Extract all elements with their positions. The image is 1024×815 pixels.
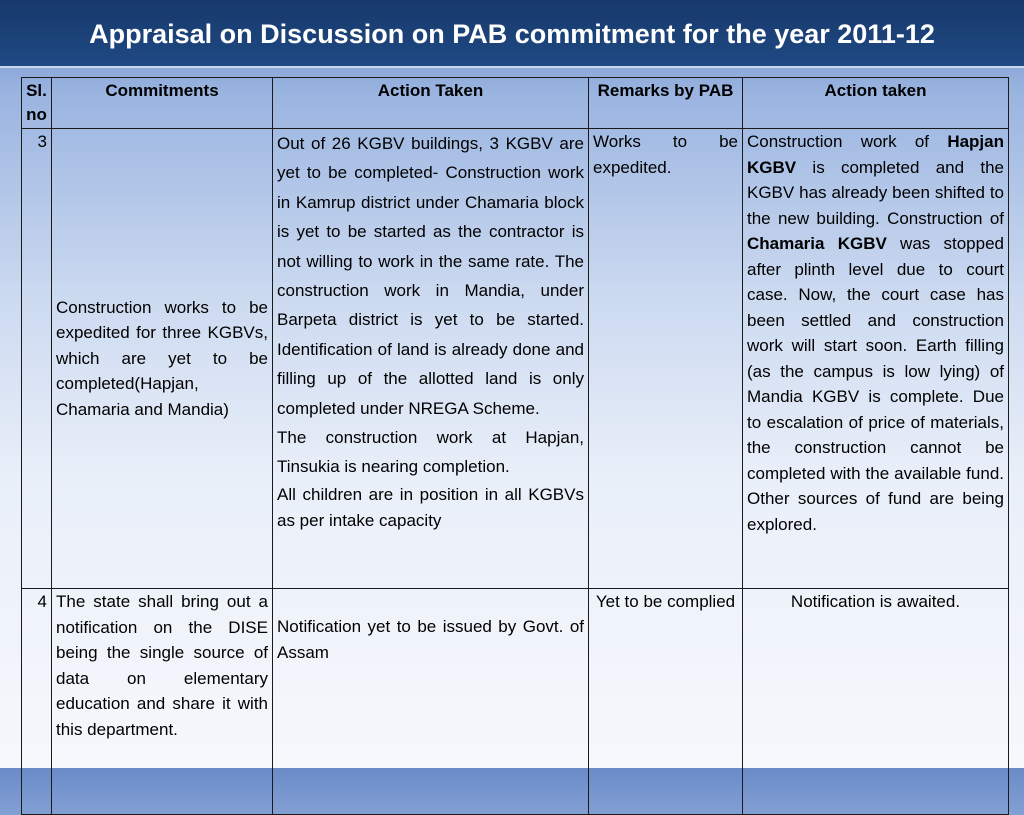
remarks-cell: Works to be expedited.	[589, 129, 743, 589]
action-taken-2-cell	[743, 129, 1009, 589]
remarks-cell: Yet to be complied	[589, 589, 743, 815]
commitment-cell: The state shall bring out a notification on the DISE being the single source of data on elementary education and share it with this department.	[52, 589, 273, 815]
table-row	[22, 589, 1009, 815]
action-taken-cell	[273, 129, 589, 589]
action-taken-paragraph: All children are in position in all KGBVs as per intake capacity	[277, 484, 584, 530]
action-taken-cell: Notification yet to be issued by Govt. of Assam	[273, 589, 589, 815]
table-row	[22, 129, 1009, 589]
commitments-table	[21, 77, 1009, 815]
action-taken-2-cell: Notification is awaited.	[743, 589, 1009, 815]
row-number: 3	[22, 129, 52, 589]
action-text: Construction work of	[747, 132, 948, 151]
action-text: was stopped after plinth level due to court case. Now, the court case has been settled and construction work will start soon. Earth filling (as the campus is low lying) of Mandia KGBV is complete. Due to escalation of price of materials, the construction cannot be completed with the available fund. Other sources of fund are being explored.	[747, 234, 1004, 534]
chamaria-kgbv-text: Chamaria KGBV	[747, 234, 887, 253]
slide-title: Appraisal on Discussion on PAB commitment for the year 2011-12	[89, 19, 935, 49]
header-row	[22, 78, 1009, 129]
header-remarks-by-pab: Remarks by PAB	[589, 78, 743, 129]
header-commitments: Commitments	[52, 78, 273, 129]
hapjan-kgbv-text: Hapjan KGBV	[747, 132, 1004, 177]
action-text: is completed and the KGBV has already been shifted to the new building. Construction of	[747, 157, 1004, 228]
action-taken-paragraph: Out of 26 KGBV buildings, 3 KGBV are yet to be completed- Construction work in Kamrup district under Chamaria block is yet to be started as the contractor is not willing to work in the same rate. The construction work in Mandia, under Barpeta district is yet to be started. Identification of land is already done and filling up of the allotted land is only completed under NREGA Scheme.	[277, 134, 584, 418]
header-action-taken-2: Action taken	[743, 78, 1009, 129]
title-bar	[0, 0, 1024, 68]
row-number: 4	[22, 589, 52, 815]
header-action-taken: Action Taken	[273, 78, 589, 129]
action-taken-paragraph: The construction work at Hapjan, Tinsukia is nearing completion.	[277, 428, 584, 477]
header-sl-no: Sl. no	[22, 78, 52, 129]
commitment-cell: Construction works to be expedited for three KGBVs, which are yet to be completed(Hapjan, Chamaria and Mandia)	[52, 129, 273, 589]
